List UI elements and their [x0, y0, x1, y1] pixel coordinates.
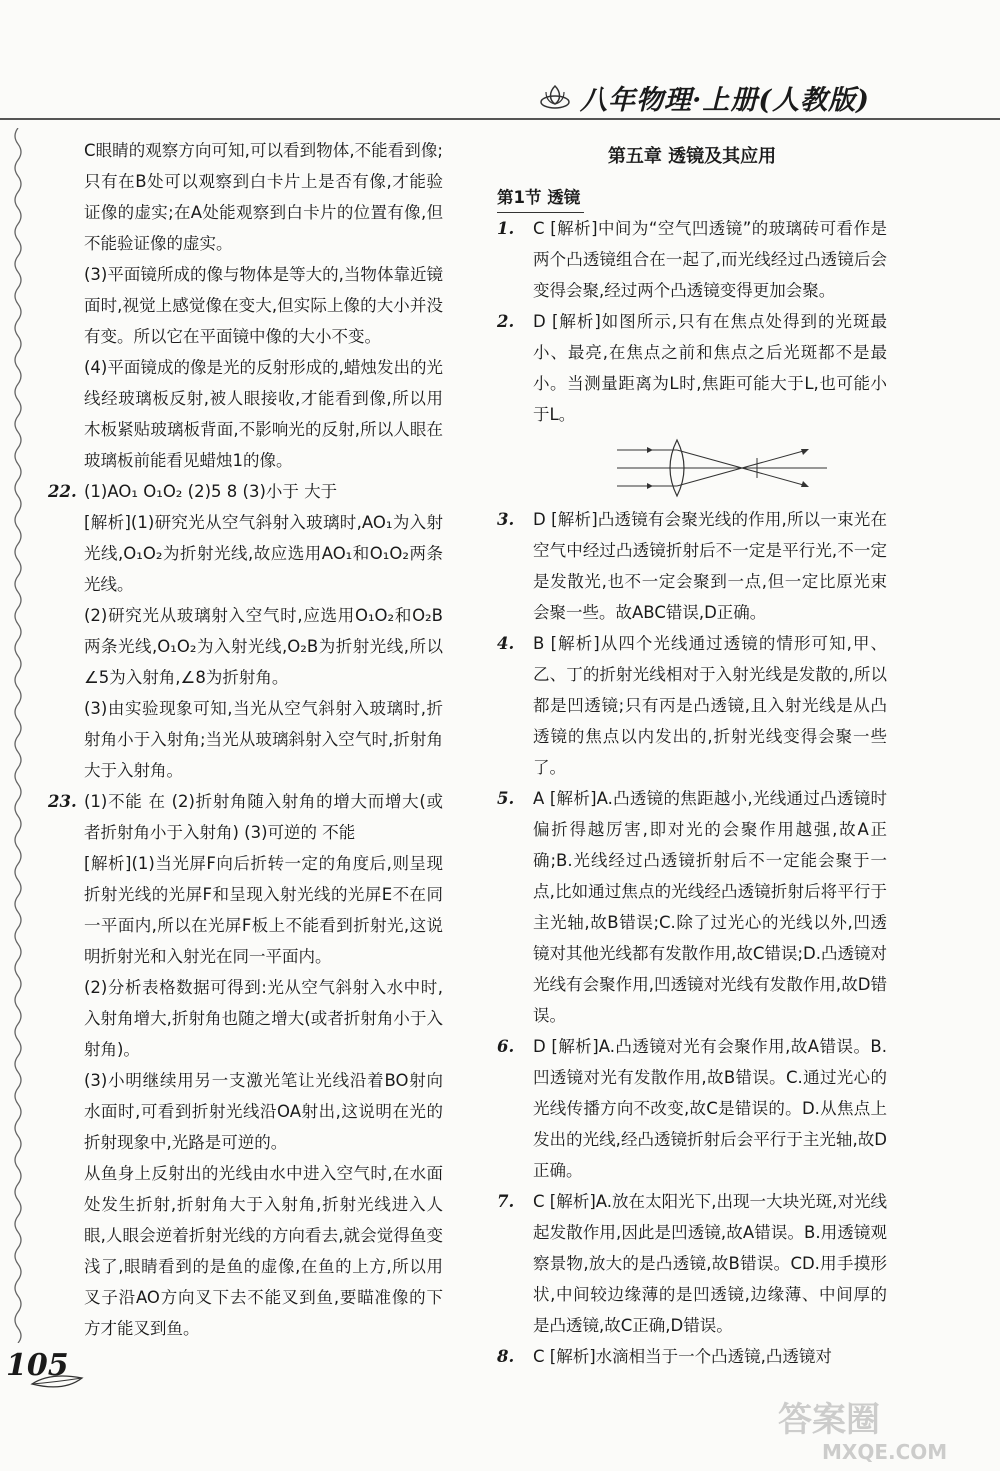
- watermark-logo-text: 答案圈: [778, 1400, 880, 1440]
- answer-text: (1)不能 在 (2)折射角随入射角的增大而增大(或者折射角小于入射角) (3)可逆的 不能: [84, 792, 443, 842]
- question-number: 3.: [497, 510, 515, 529]
- right-column: [497, 135, 887, 1372]
- question-number: 2.: [497, 312, 515, 331]
- question-number: 5.: [497, 789, 515, 808]
- answer-item: [497, 1341, 887, 1372]
- explanation-paragraph: (3)由实验现象可知,当光从空气斜射入玻璃时,折射角小于入射角;当光从玻璃斜射入空气时,折射角大于入射角。: [84, 699, 443, 780]
- question-number: 22.: [48, 482, 77, 501]
- question-number: 8.: [497, 1347, 515, 1366]
- answer-text: A [解析]A.凸透镜的焦距越小,光线通过凸透镜时偏折得越厉害,即对光的会聚作用越强,故A正确;B.光线经过凸透镜折射后不一定能会聚于一点,比如通过焦点的光线经凸透镜折射后将平行于主光轴,故B错误;C.除了过光心的光线以外,凹透镜对其他光线都有发散作用,故C错误;D.凸透镜对光线有会聚作用,凹透镜对光线有发散作用,故D错误。: [533, 789, 887, 1025]
- chapter-title: 第五章 透镜及其应用: [607, 146, 777, 167]
- book-title: 八年物理·上册(人教版): [580, 85, 870, 116]
- watermark: [770, 1395, 995, 1465]
- explanation-paragraph: (3)小明继续用另一支激光笔让光线沿着BO射向水面时,可看到折射光线沿OA射出,这说明在光的折射现象中,光路是可逆的。: [84, 1071, 443, 1152]
- cont-paragraph: C眼睛的观察方向可知,可以看到物体,不能看到像;只有在B处可以观察到白卡片上是否有像,才能验证像的虚实;在A处能观察到白卡片的位置有像,但不能验证像的虚实。: [84, 141, 443, 253]
- lens-ray-diagram: [607, 436, 837, 500]
- answer-text: D [解析]如图所示,只有在焦点处得到的光斑最小、最亮,在焦点之前和焦点之后光斑都不是最小。当测量距离为L时,焦距可能大于L,也可能小于L。: [533, 312, 887, 424]
- explanation-paragraph: (2)分析表格数据可得到:光从空气斜射入水中时,入射角增大,折射角也随之增大(或者折射角小于入射角)。: [84, 978, 443, 1059]
- explanation-paragraph: [解析](1)研究光从空气斜射入玻璃时,AO₁为入射光线,O₁O₂为折射光线,故应选用AO₁和O₁O₂两条光线。: [84, 513, 443, 594]
- answer-text: C [解析]A.放在太阳光下,出现一大块光斑,对光线起发散作用,因此是凹透镜,故A错误。B.用透镜观察景物,放大的是凸透镜,故B错误。CD.用手摸形状,中间较边缘薄的是凹透镜,边缘薄、中间厚的是凸透镜,故C正确,D错误。: [533, 1192, 887, 1335]
- explanation-paragraph: [解析](1)当光屏F向后折转一定的角度后,则呈现折射光线的光屏F和呈现入射光线的光屏E不在同一平面内,所以在光屏F板上不能看到折射光,这说明折射光和入射光在同一平面内。: [84, 854, 443, 966]
- answer-text: D [解析]A.凸透镜对光有会聚作用,故A错误。B.凹透镜对光有发散作用,故B错误。C.通过光心的光线传播方向不改变,故C是错误的。D.从焦点上发出的光线,经凸透镜折射后会平行于主光轴,故D正确。: [533, 1037, 887, 1180]
- answer-item: [497, 1031, 887, 1186]
- question-number: 6.: [497, 1037, 515, 1056]
- question-number: 1.: [497, 219, 515, 238]
- binding-decoration: [12, 128, 24, 1343]
- header-divider: [0, 118, 1000, 120]
- answer-item: [497, 628, 887, 783]
- answer-item: [497, 306, 887, 430]
- answer-item: [497, 213, 887, 306]
- question-number: 4.: [497, 634, 515, 653]
- answer-text: B [解析]从四个光线通过透镜的情形可知,甲、乙、丁的折射光线相对于入射光线是发散的,所以都是凹透镜;只有丙是凸透镜,且入射光线是从凸透镜的焦点以内发出的,折射光线变得会聚一些了。: [533, 634, 887, 777]
- answer-text: C [解析]中间为“空气凹透镜”的玻璃砖可看作是两个凸透镜组合在一起了,而光线经过凸透镜后会变得会聚,经过两个凸透镜变得更加会聚。: [533, 219, 887, 300]
- cont-paragraph: (3)平面镜所成的像与物体是等大的,当物体靠近镜面时,视觉上感觉像在变大,但实际上像的大小并没有变。所以它在平面镜中像的大小不变。: [84, 265, 443, 346]
- question-22: [48, 476, 443, 507]
- answer-text: (1)AO₁ O₁O₂ (2)5 8 (3)小于 大于: [84, 482, 338, 501]
- answer-item: [497, 1186, 887, 1341]
- watermark-url: MXQE.COM: [822, 1440, 948, 1464]
- section-title: 第1节 透镜: [497, 184, 584, 213]
- answer-text: C [解析]水滴相当于一个凸透镜,凸透镜对: [533, 1347, 832, 1366]
- explanation-paragraph: (2)研究光从玻璃射入空气时,应选用O₁O₂和O₂B两条光线,O₁O₂为入射光线,O₂B为折射光线,所以∠5为入射角,∠8为折射角。: [84, 606, 443, 687]
- question-number: 7.: [497, 1192, 515, 1211]
- left-column: [48, 135, 443, 1344]
- answer-item: [497, 504, 887, 628]
- leaf-decoration-icon: [30, 1372, 85, 1396]
- answer-item: [497, 783, 887, 1031]
- cont-paragraph: (4)平面镜成的像是光的反射形成的,蜡烛发出的光线经玻璃板反射,被人眼接收,才能看到像,所以用木板紧贴玻璃板背面,不影响光的反射,所以人眼在玻璃板前能看见蜡烛1的像。: [84, 358, 443, 470]
- page-number: 105: [6, 1348, 69, 1383]
- lotus-logo-icon: [538, 80, 572, 114]
- explanation-paragraph: 从鱼身上反射出的光线由水中进入空气时,在水面处发生折射,折射角大于入射角,折射光线进入人眼,人眼会逆着折射光线的方向看去,就会觉得鱼变浅了,眼睛看到的是鱼的虚像,在鱼的上方,所以用叉子沿AO方向叉下去不能叉到鱼,要瞄准像的下方才能叉到鱼。: [84, 1164, 443, 1338]
- question-number: 23.: [48, 792, 77, 811]
- question-23: [48, 786, 443, 848]
- answer-text: D [解析]凸透镜有会聚光线的作用,所以一束光在空气中经过凸透镜折射后不一定是平行光,不一定是发散光,也不一定会聚到一点,但一定比原光束会聚一些。故ABC错误,D正确。: [533, 510, 887, 622]
